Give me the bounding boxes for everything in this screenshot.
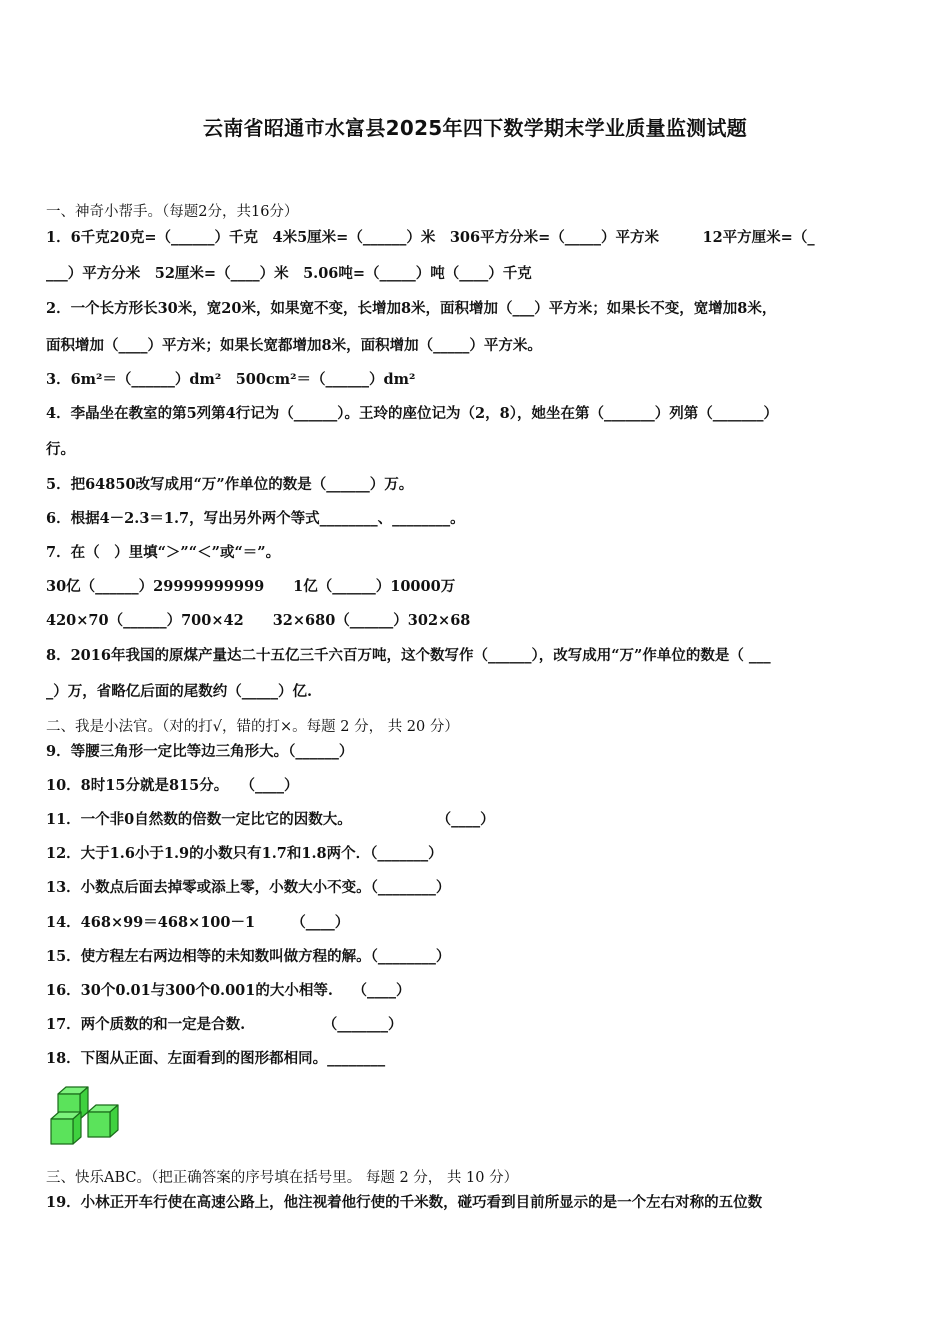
cube-figure <box>48 1084 128 1150</box>
question-line: 4．李晶坐在教室的第5列第4行记为（______）。王玲的座位记为（2，8），她坐在第（_______）列第（_______） <box>46 405 778 422</box>
page-title: 云南省昭通市水富县2025年四下数学期末学业质量监测试题 <box>202 116 748 140</box>
question-line: 30亿（______）29999999999 1亿（______）10000万 <box>46 578 456 595</box>
question-line: _）万，省略亿后面的尾数约（_____）亿. <box>46 683 313 700</box>
question-line: 6．根据4－2.3＝1.7，写出另外两个等式________、________。 <box>46 510 465 527</box>
question-line: 9．等腰三角形一定比等边三角形大。（______） <box>46 743 354 760</box>
question-line: 14．468×99＝468×100－1 （____） <box>46 914 350 931</box>
question-line: 11．一个非0自然数的倍数一定比它的因数大。 （____） <box>46 811 495 828</box>
question-line: 2．一个长方形长30米，宽20米，如果宽不变，长增加8米，面积增加（___）平方米；如果长不变，宽增加8米， <box>46 300 777 317</box>
question-line: 16．30个0.01与300个0.001的大小相等. （____） <box>46 982 411 999</box>
question-line: 15．使方程左右两边相等的未知数叫做方程的解。（________） <box>46 948 451 965</box>
question-line: 1．6千克20克=（______）千克 4米5厘米=（______）米 306平方分米=（_____）平方米 12平方厘米=（_ <box>46 229 815 246</box>
question-line: 19．小林正开车行使在高速公路上，他注视着他行使的千米数，碰巧看到目前所显示的是一个左右对称的五位数 <box>46 1194 763 1211</box>
question-line: 17．两个质数的和一定是合数. （_______） <box>46 1016 403 1033</box>
section-heading: 一、神奇小帮手。（每题2分，共16分） <box>46 204 299 220</box>
question-line: 420×70（______）700×42 32×680（______）302×68 <box>46 612 471 629</box>
question-line: 面积增加（____）平方米；如果长宽都增加8米，面积增加（_____）平方米。 <box>46 337 542 354</box>
question-line: 13．小数点后面去掉零或添上零，小数大小不变。（________） <box>46 879 451 896</box>
question-line: 8．2016年我国的原煤产量达二十五亿三千六百万吨，这个数写作（______），改写成用“万”作单位的数是（ ___ <box>46 647 771 664</box>
question-line: 5．把64850改写成用“万”作单位的数是（______）万。 <box>46 476 414 493</box>
section-heading: 二、我是小法官。（对的打√，错的打×。每题 2 分， 共 20 分） <box>46 719 459 735</box>
section-heading: 三、快乐ABC。（把正确答案的序号填在括号里。 每题 2 分， 共 10 分） <box>46 1170 519 1186</box>
question-line: 3．6m²＝（______）dm² 500cm²＝（______）dm² <box>46 371 416 388</box>
question-line: 10．8时15分就是815分。 （____） <box>46 777 299 794</box>
question-line: 7．在（ ）里填“＞”“＜”或“＝”。 <box>46 544 281 561</box>
question-line: ___）平方分米 52厘米=（____）米 5.06吨=（_____）吨（____）千克 <box>46 265 532 282</box>
question-line: 18．下图从正面、左面看到的图形都相同。________ <box>46 1050 386 1067</box>
question-line: 12．大于1.6小于1.9的小数只有1.7和1.8两个．（_______） <box>46 845 443 862</box>
question-line: 行。 <box>46 441 75 458</box>
